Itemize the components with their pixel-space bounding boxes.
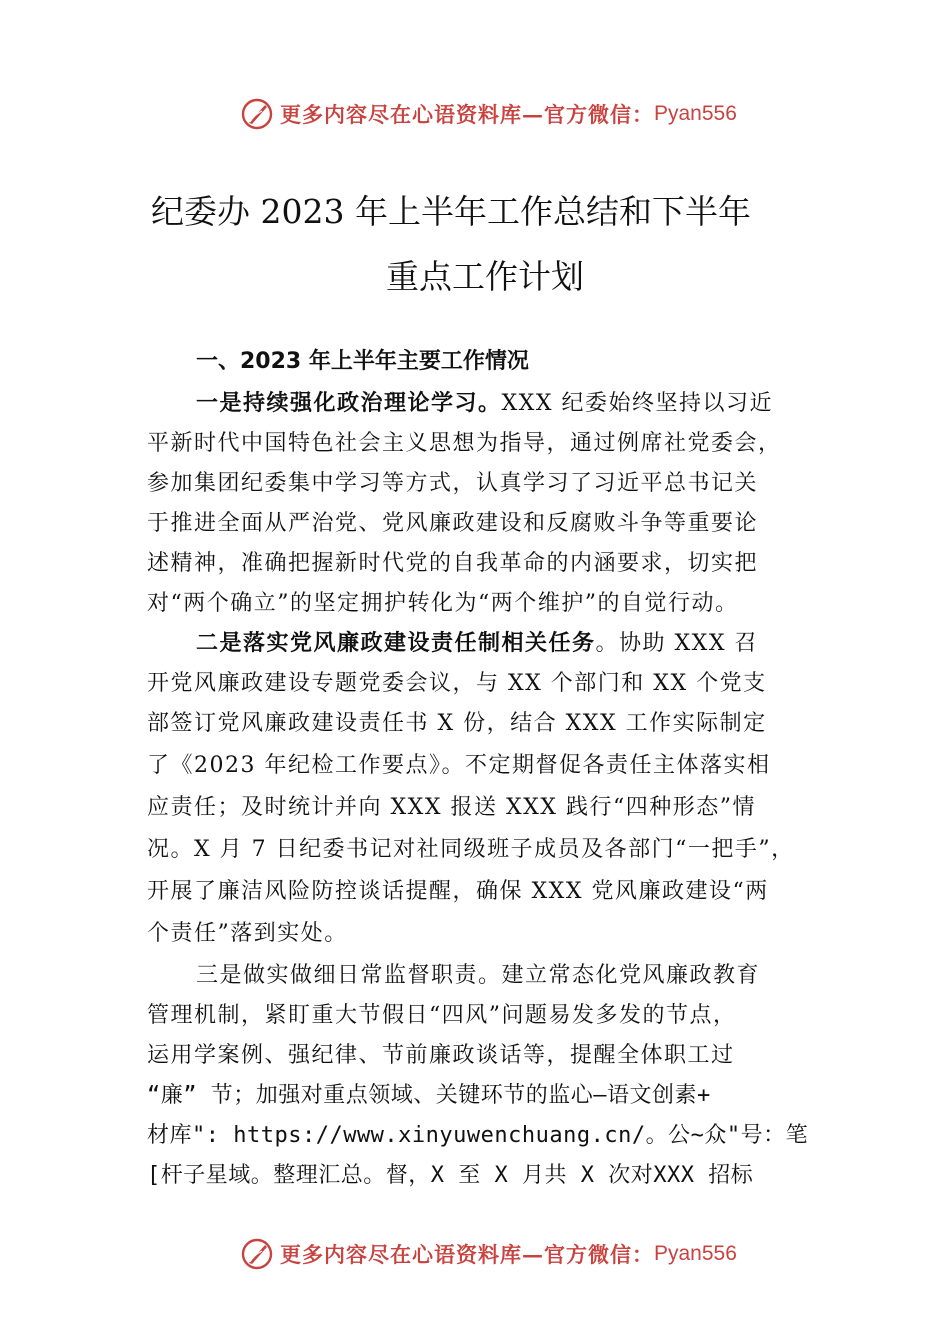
paragraph-1-line: 平新时代中国特色社会主义思想为指导，通过例席社党委会， [147, 431, 782, 456]
paragraph-1-text: XXX 纪委始终坚持以习近 [501, 391, 773, 416]
paragraph-2-line: 况。X 月 7 日纪委书记对社同级班子成员及各部门“一把手”， [147, 837, 795, 862]
paragraph-2-line: 个责任”落到实处。 [147, 921, 348, 946]
watermark-account: Pyan556 [654, 1242, 737, 1265]
paragraph-2-line: 了《2023 年纪检工作要点》。不定期督促各责任主体落实相 [147, 753, 771, 778]
quill-logo-icon [240, 1237, 274, 1271]
paragraph-2-line: 开展了廉洁风险防控谈话提醒，确保 XXX 党风廉政建设“两 [147, 879, 769, 904]
document-title-line-1: 纪委办 2023 年上半年工作总结和下半年 [151, 192, 751, 231]
paragraph-2-line: 应责任；及时统计并向 XXX 报送 XXX 践行“四种形态”情 [147, 795, 756, 820]
watermark-banner-bottom [240, 1236, 760, 1272]
paragraph-3-line: [杆子星域。整理汇总。督，X 至 X 月共 X 次对XXX 招标 [147, 1163, 754, 1188]
watermark-text: 更多内容尽在心语资料库—官方微信： [280, 102, 654, 127]
paragraph-2-line-1 [196, 624, 860, 664]
paragraph-3-line: 运用学案例、强纪律、节前廉政谈话等，提醒全体职工过 [147, 1043, 735, 1068]
watermark-account: Pyan556 [654, 102, 737, 125]
paragraph-3-line: “廉” 节；加强对重点领域、关键环节的监心—语文创素+ [147, 1083, 711, 1108]
paragraph-2-lead: 二是落实党风廉政建设责任制相关任务 [196, 631, 596, 656]
document-title-line-2: 重点工作计划 [386, 257, 584, 296]
watermark-banner-top [240, 96, 760, 132]
paragraph-2-line: 开党风廉政建设专题党委会议，与 XX 个部门和 XX 个党支 [147, 671, 767, 696]
paragraph-2-text: 。协助 XXX 召 [595, 631, 758, 656]
paragraph-3-line: 三是做实做细日常监督职责。建立常态化党风廉政教育 [196, 963, 761, 988]
paragraph-3-line: 材库": https://www.xinyuwenchuang.cn/。公~众"号：笔 [147, 1123, 809, 1148]
paragraph-1-line: 对“两个确立”的坚定拥护转化为“两个维护”的自觉行动。 [147, 591, 739, 616]
paragraph-1-line: 于推进全面从严治党、党风廉政建设和反腐败斗争等重要论 [147, 511, 759, 536]
watermark-text: 更多内容尽在心语资料库—官方微信： [280, 1242, 654, 1267]
paragraph-1-line: 参加集团纪委集中学习等方式，认真学习了习近平总书记关 [147, 471, 759, 496]
paragraph-1-lead: 一是持续强化政治理论学习。 [196, 391, 502, 416]
quill-logo-icon [240, 97, 274, 131]
section-heading: 一、2023 年上半年主要工作情况 [196, 349, 529, 374]
paragraph-1-line-1 [196, 384, 860, 424]
paragraph-2-line: 部签订党风廉政建设责任书 X 份，结合 XXX 工作实际制定 [147, 711, 767, 736]
paragraph-1-line: 述精神，准确把握新时代党的自我革命的内涵要求，切实把 [147, 551, 759, 576]
paragraph-3-line: 管理机制，紧盯重大节假日“四风”问题易发多发的节点， [147, 1003, 737, 1028]
